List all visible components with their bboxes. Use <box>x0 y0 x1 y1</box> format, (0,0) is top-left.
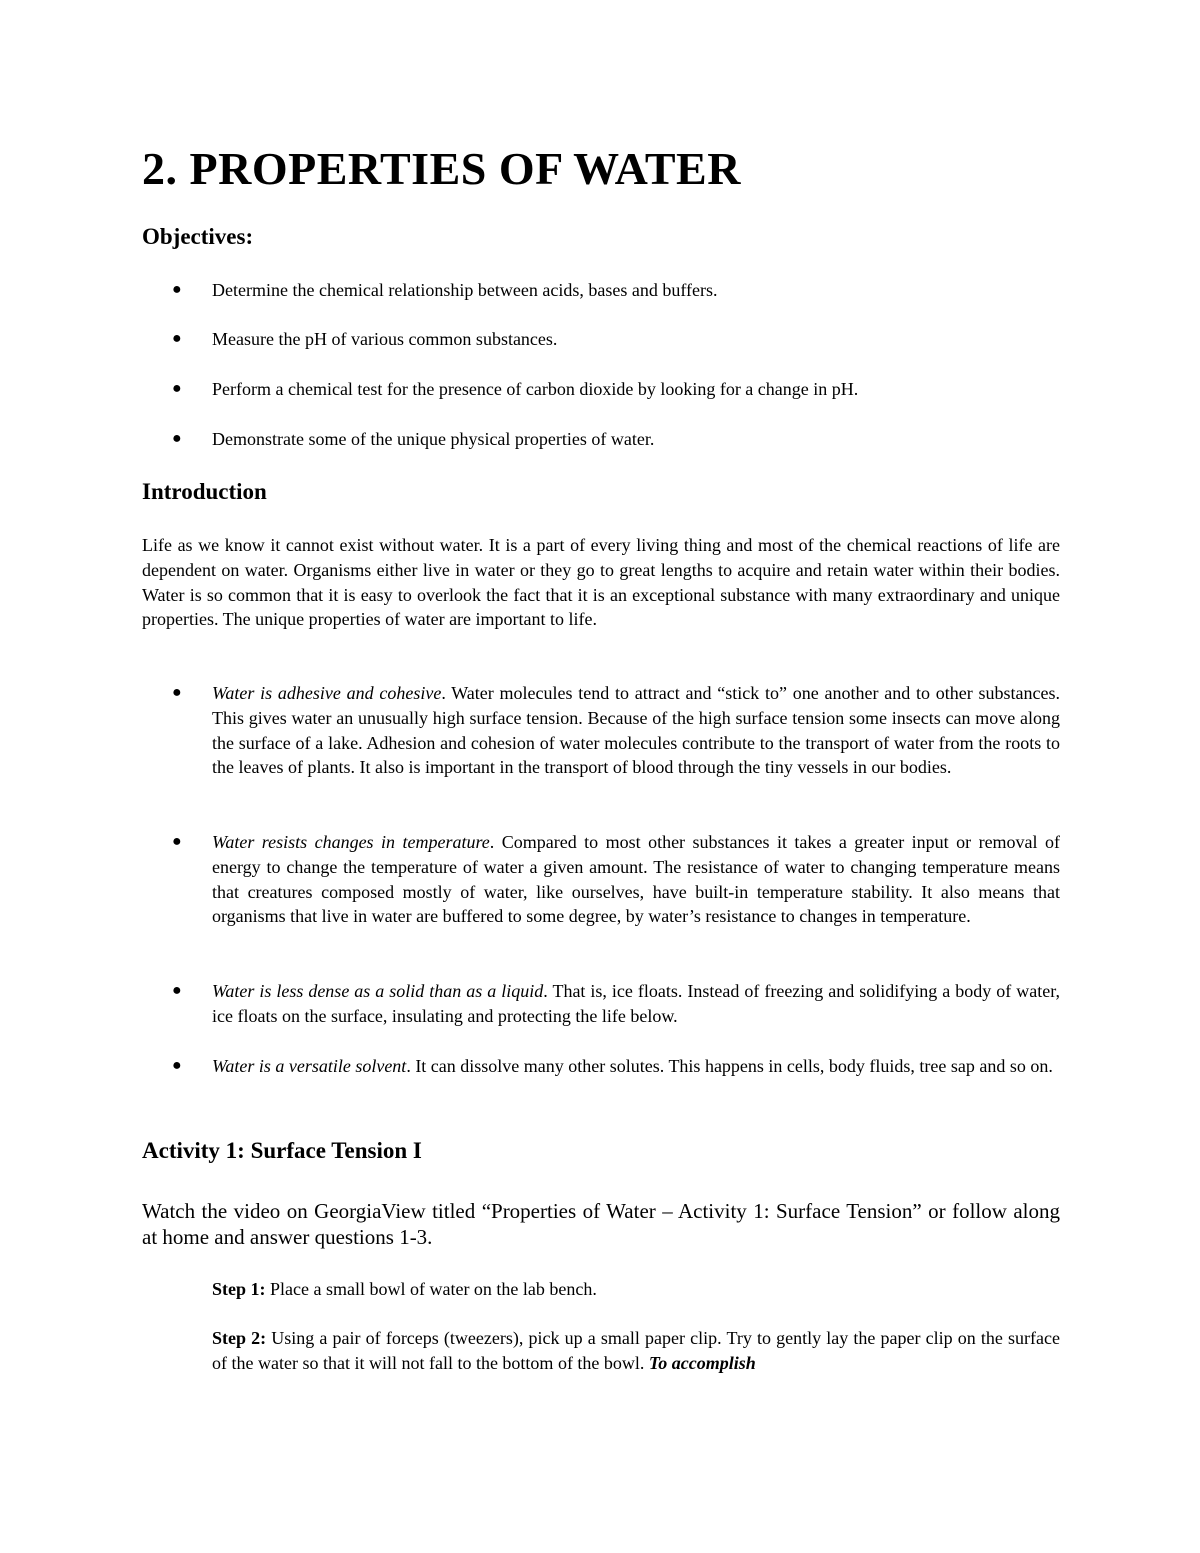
objectives-heading: Objectives: <box>142 224 254 249</box>
list-item: ● Water is less dense as a solid than as a liquid. That is, ice floats. Instead of freezing and solidifying a body of water, ice floats on the surface, insulating and protecting the life below. <box>172 981 1060 1026</box>
property-term: Water is adhesive and cohesive <box>212 683 442 703</box>
property-term: Water is a versatile solvent <box>212 1056 407 1076</box>
property-term: Water resists changes in temperature <box>212 832 490 852</box>
step-label: Step 2: <box>212 1328 267 1348</box>
step-2: Step 2: Using a pair of forceps (tweezers), pick up a small paper clip. Try to gently lay the paper clip on the surface of the water so that it will not fall to the bottom of the bowl. To accomplish <box>212 1328 1060 1373</box>
list-item: ● Perform a chemical test for the presence of carbon dioxide by looking for a change in pH. <box>142 377 1060 402</box>
bullet-icon: ● <box>172 281 182 298</box>
list-item: ● Determine the chemical relationship between acids, bases and buffers. <box>142 278 1060 303</box>
step-label: Step 1: <box>212 1279 266 1299</box>
bullet-icon: ● <box>172 982 182 999</box>
introduction-paragraph: Life as we know it cannot exist without water. It is a part of every living thing and most of the chemical reactions of life are dependent on water. Organisms either live in water or they go to great lengths to acquire and retain water within their bodies. Water is so common that it is easy to overlook the fact that it is an exceptional substance with many extraordinary and unique properties. The unique properties of water are important to life. <box>142 535 1060 630</box>
step-1: Step 1: Place a small bowl of water on the lab bench. <box>212 1279 597 1299</box>
bullet-icon: ● <box>172 1057 182 1074</box>
bullet-icon: ● <box>172 380 182 397</box>
bullet-icon: ● <box>172 330 182 347</box>
activity1-intro: Watch the video on GeorgiaView titled “Properties of Water – Activity 1: Surface Tension” or follow along at home and answer questions 1-3. <box>142 1199 1060 1249</box>
list-item: ● Demonstrate some of the unique physical properties of water. <box>142 427 1060 452</box>
list-item: ● Water is a versatile solvent. It can dissolve many other solutes. This happens in cells, body fluids, tree sap and so on. <box>142 1054 1060 1079</box>
step-emphasis: To accomplish <box>648 1352 756 1373</box>
property-term: Water is less dense as a solid than as a liquid <box>212 981 544 1001</box>
page-title: 2. PROPERTIES OF WATER <box>142 143 741 194</box>
bullet-icon: ● <box>172 430 182 447</box>
bullet-icon: ● <box>172 833 182 850</box>
activity1-heading: Activity 1: Surface Tension I <box>142 1138 422 1163</box>
list-item: ● Measure the pH of various common substances. <box>142 327 1060 352</box>
introduction-heading: Introduction <box>142 479 267 504</box>
list-item: ● Water is adhesive and cohesive. Water molecules tend to attract and “stick to” one another and to other substances. This gives water an unusually high surface tension. Because of the high surface tension some insects can move along the surface of a lake. Adhesion and cohesion of water molecules contribute to the transport of water from the roots to the leaves of plants. It also is important in the transport of blood through the tiny vessels in our bodies. <box>172 683 1060 778</box>
list-item: ● Water resists changes in temperature. Compared to most other substances it takes a greater input or removal of energy to change the temperature of water a given amount. The resistance of water to changing temperature means that creatures composed mostly of water, like ourselves, have built-in temperature stability. It also means that organisms that live in water are buffered to some degree, by water’s resistance to changes in temperature. <box>172 832 1060 927</box>
bullet-icon: ● <box>172 684 182 701</box>
